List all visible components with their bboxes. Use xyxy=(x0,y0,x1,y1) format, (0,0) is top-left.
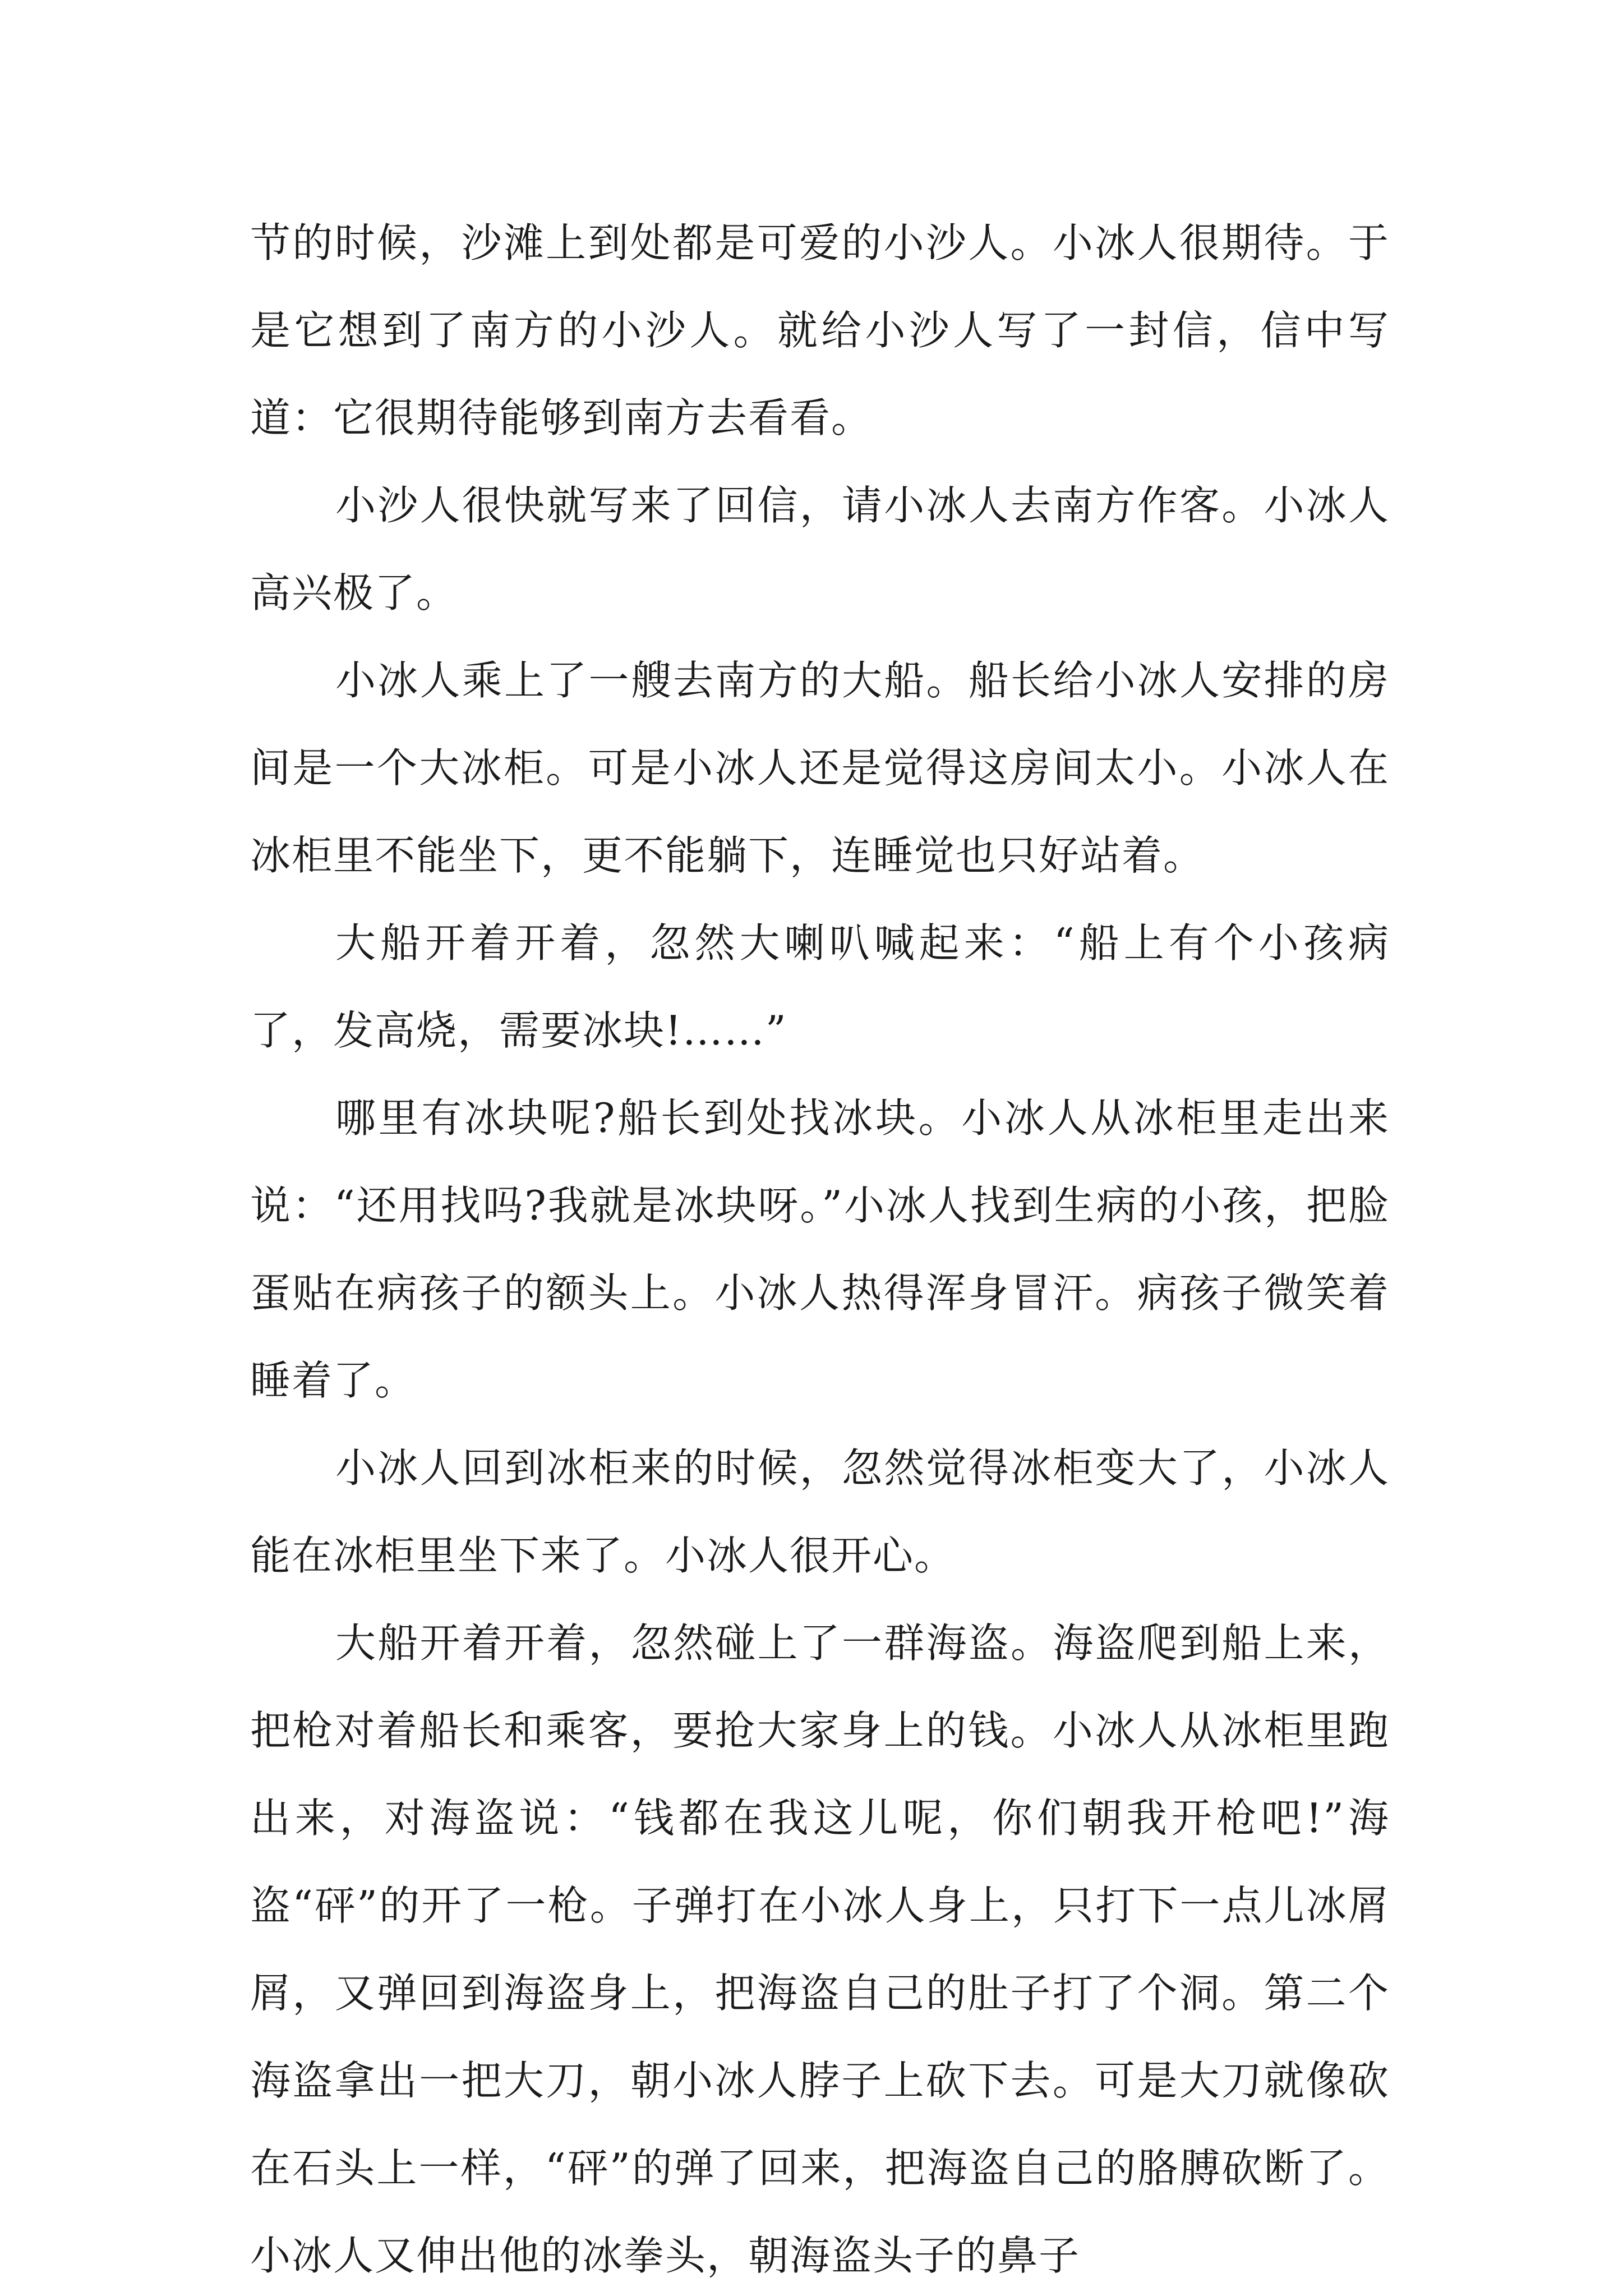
story-text xyxy=(250,199,1390,2296)
paragraph-4: 大船开着开着，忽然大喇叭喊起来：“船上有个小孩病了，发高烧，需要冰块!……” xyxy=(250,919,1390,1054)
paragraph-6: 小冰人回到冰柜来的时候，忽然觉得冰柜变大了，小冰人能在冰柜里坐下来了。小冰人很开心。 xyxy=(250,1444,1390,1579)
paragraph-3: 小冰人乘上了一艘去南方的大船。船长给小冰人安排的房间是一个大冰柜。可是小冰人还是觉得这房间太小。小冰人在冰柜里不能坐下，更不能躺下，连睡觉也只好站着。 xyxy=(250,657,1390,879)
paragraph-1: 节的时候，沙滩上到处都是可爱的小沙人。小冰人很期待。于是它想到了南方的小沙人。就给小沙人写了一封信，信中写道：它很期待能够到南方去看看。 xyxy=(250,219,1390,441)
paragraph-2: 小沙人很快就写来了回信，请小冰人去南方作客。小冰人高兴极了。 xyxy=(250,482,1390,616)
paragraph-7: 大船开着开着，忽然碰上了一群海盗。海盗爬到船上来，把枪对着船长和乘客，要抢大家身上的钱。小冰人从冰柜里跑出来，对海盗说：“钱都在我这儿呢，你们朝我开枪吧!”海盗“砰”的开了一枪。子弹打在小冰人身上，只打下一点儿冰屑屑，又弹回到海盗身上，把海盗自己的肚子打了个洞。第二个海盗拿出一把大刀，朝小冰人脖子上砍下去。可是大刀就像砍在石头上一样，“砰”的弹了回来，把海盗自己的胳膊砍断了。小冰人又伸出他的冰拳头，朝海盗头子的鼻子 xyxy=(250,1619,1390,2279)
paragraph-5: 哪里有冰块呢?船长到处找冰块。小冰人从冰柜里走出来说：“还用找吗?我就是冰块呀。”小冰人找到生病的小孩，把脸蛋贴在病孩子的额头上。小冰人热得浑身冒汗。病孩子微笑着睡着了。 xyxy=(250,1094,1390,1404)
